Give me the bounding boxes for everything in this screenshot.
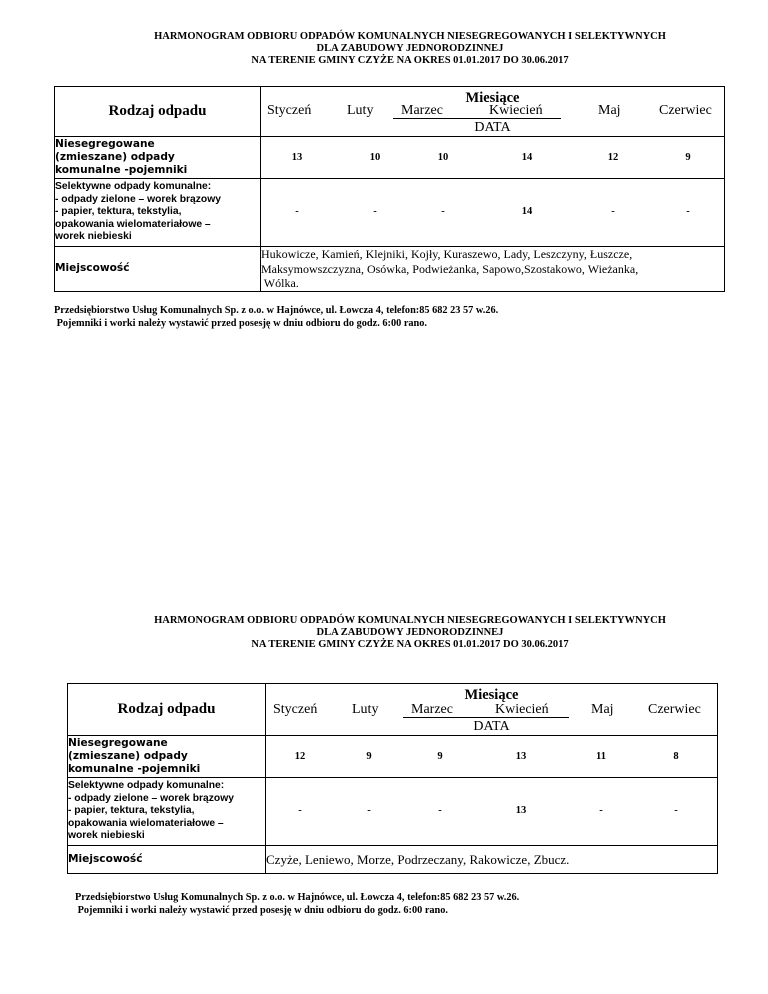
title-line: NA TERENIE GMINY CZYŻE NA OKRES 01.01.2017 DO 30.06.2017 [251,55,569,66]
locality-label: Miejscowość [55,247,261,292]
date-value: 9 [685,152,691,163]
date-value: 12 [294,751,306,762]
month-label: Czerwiec [648,702,701,717]
locality-line: Hukowicze, Kamień, Klejniki, Kojły, Kuraszewo, Lady, Leszczyny, Łuszcze, [261,247,633,261]
label-line: - odpady zielone – worek brązowy [55,193,221,205]
row-values [261,137,725,179]
label-line: (zmieszane) odpady [55,151,175,163]
row-label-mixed-waste [55,137,261,179]
date-value: - [295,206,299,217]
label-line: Niesegregowane [55,138,155,150]
schedule-footer [75,891,519,917]
month-label: Kwiecień [495,702,549,717]
schedule-title [80,31,740,67]
localities [261,247,725,292]
locality-line: Wólka. [261,276,299,290]
date-value: - [611,206,615,217]
month-label: Czerwiec [659,103,712,118]
month-label: Styczeń [267,103,312,118]
label-line: - papier, tektura, tekstylia, [68,805,195,817]
month-label: Styczeń [273,702,318,717]
header-divider [393,118,561,119]
month-label: Luty [352,702,379,717]
label-line: opakowania wielomateriałowe – [68,817,224,829]
month-label: Marzec [401,103,443,118]
footer-line: Przedsiębiorstwo Usług Komunalnych Sp. z o.o. w Hajnówce, ul. Łowcza 4, telefon:85 682 23 57 w.26. [75,892,520,903]
waste-type-header: Rodzaj odpadu [68,684,266,736]
row-label-selective-waste [68,778,266,846]
title-line: HARMONOGRAM ODBIORU ODPADÓW KOMUNALNYCH NIESEGREGOWANYCH I SELEKTYWNYCH [154,31,666,42]
date-value: 9 [437,751,443,762]
label-line: (zmieszane) odpady [68,750,188,762]
month-label: Maj [598,103,621,118]
date-value: 9 [366,751,372,762]
row-values [261,179,725,247]
localities [266,846,718,874]
date-value: 14 [521,152,533,163]
date-value: - [373,206,377,217]
months-header [261,87,725,137]
locality-line: Maksymowszczyzna, Osówka, Podwieżanka, Sapowo,Szostakowo, Wieżanka, [261,261,639,276]
title-line: DLA ZABUDOWY JEDNORODZINNEJ [316,627,504,638]
month-label: Marzec [411,702,453,717]
date-value: - [367,805,371,816]
month-label: Kwiecień [489,103,543,118]
title-line: HARMONOGRAM ODBIORU ODPADÓW KOMUNALNYCH NIESEGREGOWANYCH I SELEKTYWNYCH [154,615,666,626]
date-value: 14 [521,206,533,217]
date-value: - [599,805,603,816]
months-header [266,684,718,736]
title-line: DLA ZABUDOWY JEDNORODZINNEJ [316,43,504,54]
schedule-title [80,615,740,651]
waste-type-header: Rodzaj odpadu [55,87,261,137]
schedule-table [67,683,718,874]
row-values [266,736,718,778]
date-value: - [441,206,445,217]
label-line: Selektywne odpady komunalne: [68,780,225,792]
row-label-mixed-waste [68,736,266,778]
label-line: worek niebieski [55,231,132,243]
footer-line: Pojemniki i worki należy wystawić przed posesję w dniu odbioru do godz. 6:00 rano. [75,905,448,916]
date-value: 13 [515,805,527,816]
date-label: DATA [473,719,510,734]
date-value: 13 [515,751,527,762]
header-divider [403,717,569,718]
locality-line: Czyże, Leniewo, Morze, Podrzeczany, Rakowicze, Zbucz. [266,851,570,867]
date-value: 13 [291,152,303,163]
label-line: komunalne -pojemniki [68,763,201,775]
date-value: 10 [369,152,381,163]
label-line: Niesegregowane [68,737,168,749]
label-line: Selektywne odpady komunalne: [55,181,212,193]
date-value: 12 [607,152,619,163]
date-value: - [674,805,678,816]
locality-label: Miejscowość [68,846,266,874]
schedule-footer [54,304,498,330]
date-value: 10 [437,152,449,163]
months-title: Miesiące [465,90,520,106]
label-line: - odpady zielone – worek brązowy [68,792,234,804]
title-line: NA TERENIE GMINY CZYŻE NA OKRES 01.01.2017 DO 30.06.2017 [251,639,569,650]
months-title: Miesiące [464,687,519,703]
date-value: - [438,805,442,816]
date-value: 11 [596,751,606,762]
date-label: DATA [474,120,511,135]
label-line: worek niebieski [68,830,145,842]
date-value: - [298,805,302,816]
month-label: Maj [591,702,614,717]
label-line: - papier, tektura, tekstylia, [55,206,182,218]
date-value: - [686,206,690,217]
label-line: komunalne -pojemniki [55,164,188,176]
row-values [266,778,718,846]
footer-line: Przedsiębiorstwo Usług Komunalnych Sp. z o.o. w Hajnówce, ul. Łowcza 4, telefon:85 682 23 57 w.26. [54,305,499,316]
schedule-table [54,86,725,292]
date-value: 8 [673,751,679,762]
footer-line: Pojemniki i worki należy wystawić przed posesję w dniu odbioru do godz. 6:00 rano. [54,318,427,329]
label-line: opakowania wielomateriałowe – [55,218,211,230]
row-label-selective-waste [55,179,261,247]
month-label: Luty [347,103,374,118]
